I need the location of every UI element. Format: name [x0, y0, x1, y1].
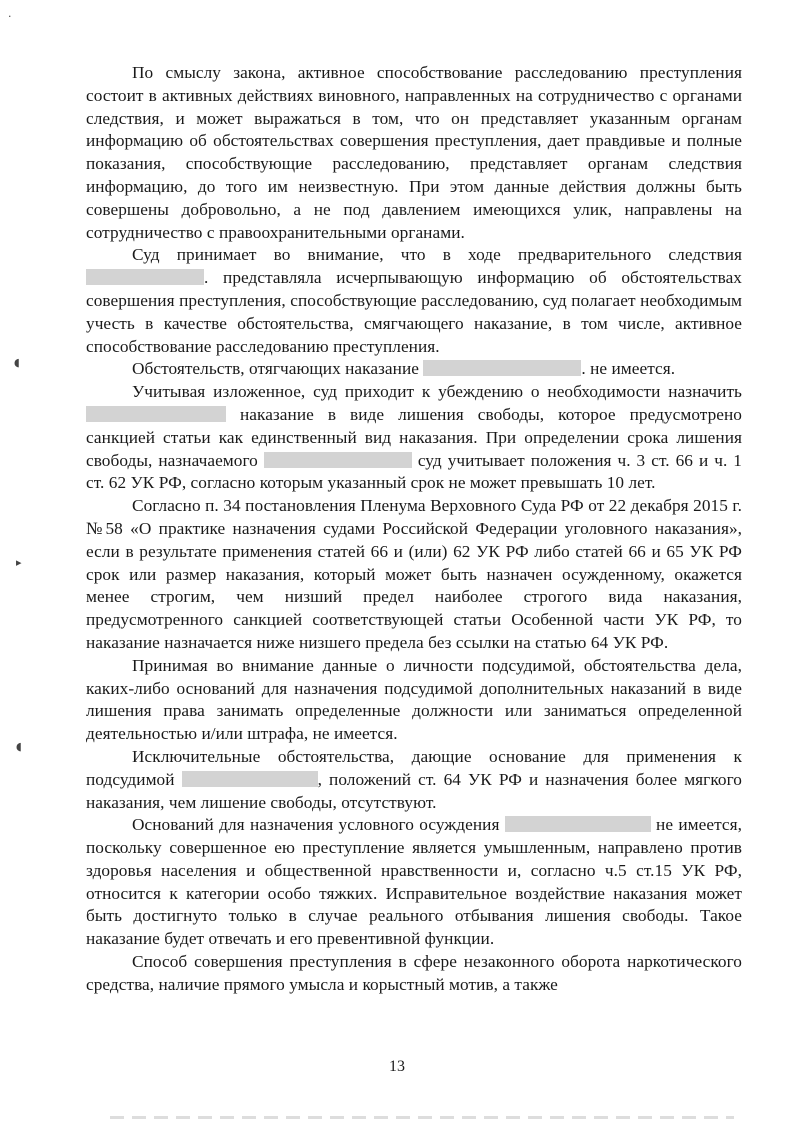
page-number: 13 [389, 1058, 405, 1075]
paragraph-text: суд учитывает положения ч. 3 ст. 66 и ч. 1 ст. 62 УК РФ, согласно которым указанный срок не может превышать 10 лет. [86, 450, 742, 493]
paragraph-text: наказание в виде лишения свободы, которое предусмотрено санкцией статьи как единственный вид наказания. При определении срока лишения свободы, назначаемого [86, 404, 742, 470]
paragraph-active-assistance-definition [86, 62, 742, 244]
binding-hole-mark: ◖ [14, 356, 20, 369]
scan-bottom-edge [110, 1116, 734, 1119]
paragraph-text: По смыслу закона, активное способствование расследованию преступления состоит в активных действиях виновного, направленных на сотрудничество с органами следствия, и может выражаться в том, что он представляет указанным органам информацию об обстоятельствах совершения преступления, дает правдивые и полные показания, способствующие расследованию, представляет органам следствия информацию, до того им неизвестную. При этом данные действия должны быть совершены добровольно, а не под давлением имеющихся улик, направлены на сотрудничество с правоохранительными органами. [86, 63, 742, 242]
paragraph-text: Способ совершения преступления в сфере незаконного оборота наркотического средства, наличие прямого умысла и корыстный мотив, а также [86, 952, 742, 994]
paragraph-text: Обстоятельств, отягчающих наказание [132, 359, 424, 379]
redacted-name [505, 816, 651, 832]
paragraph-text: . представляла исчерпывающую информацию об обстоятельствах совершения преступления, способствующие расследованию, суд полагает необходимым учесть в качестве обстоятельства, смягчающего наказание, в том числе, активное способствование расследованию преступления. [86, 268, 742, 356]
paragraph-text: Принимая во внимание данные о личности подсудимой, обстоятельства дела, каких-либо оснований для назначения подсудимой дополнительных наказаний в виде лишения права занимать определенные должности или заниматься определенной деятельностью и/или штрафа, не имеется. [86, 655, 742, 744]
paragraph-exceptional-circumstances [86, 746, 742, 814]
binding-hole-mark: ▸ [16, 556, 22, 569]
paragraph-plenum-resolution [86, 495, 742, 655]
redacted-name [86, 406, 226, 422]
paragraph-method-of-crime [86, 951, 742, 997]
paragraph-conditional-sentence [86, 814, 742, 951]
paragraph-text: не имеется, поскольку совершенное ею преступление является умышленным, направлено против здоровья населения и общественной нравственности и, согласно ч.5 ст.15 УК РФ, относится к категории особо тяжких. Исправительное воздействие наказания может быть достигнуто только в случае реального отбывания лишения свободы. Такое наказание будет отвечать и его превентивной функции. [86, 815, 743, 949]
paragraph-court-considers [86, 244, 742, 358]
redacted-name [182, 771, 318, 787]
paragraph-text: Суд принимает во внимание, что в ходе предварительного следствия [132, 245, 742, 265]
paragraph-text: . не имеется. [581, 359, 676, 379]
paragraph-text: Исключительные обстоятельства, дающие основание для применения к подсудимой [86, 746, 742, 789]
paragraph-aggravating-circumstances [86, 358, 742, 381]
paragraph-text: Согласно п. 34 постановления Пленума Верховного Суда РФ от 22 декабря 2015 г. №58 «О практике назначения судами Российской Федерации уголовного наказания», если в результате применения статей 66 и (или) 62 УК РФ либо статей 66 и 65 УК РФ срок или размер наказания, который может быть назначен осужденному, окажется менее строгим, чем низший предел наиболее строгого вида наказания, предусмотренного санкцией соответствующей статьи Особенной части УК РФ, то наказание назначается ниже низшего предела без ссылки на статью 64 УК РФ. [86, 496, 742, 652]
paragraph-text: , положений ст. 64 УК РФ и назначения более мягкого наказания, чем лишение свободы, отсутствуют. [86, 769, 742, 812]
paragraph-additional-punishments [86, 655, 742, 746]
scan-mark: · [8, 10, 12, 23]
redacted-name [423, 360, 581, 376]
paragraph-sentence-type [86, 381, 742, 495]
paragraph-text: Учитывая изложенное, суд приходит к убеждению о необходимости назначить [132, 382, 742, 402]
paragraph-text: Оснований для назначения условного осуждения [132, 815, 505, 835]
redacted-name [264, 452, 412, 468]
redacted-name [86, 269, 204, 285]
binding-hole-mark: ◖ [16, 740, 22, 753]
document-body [86, 62, 742, 997]
